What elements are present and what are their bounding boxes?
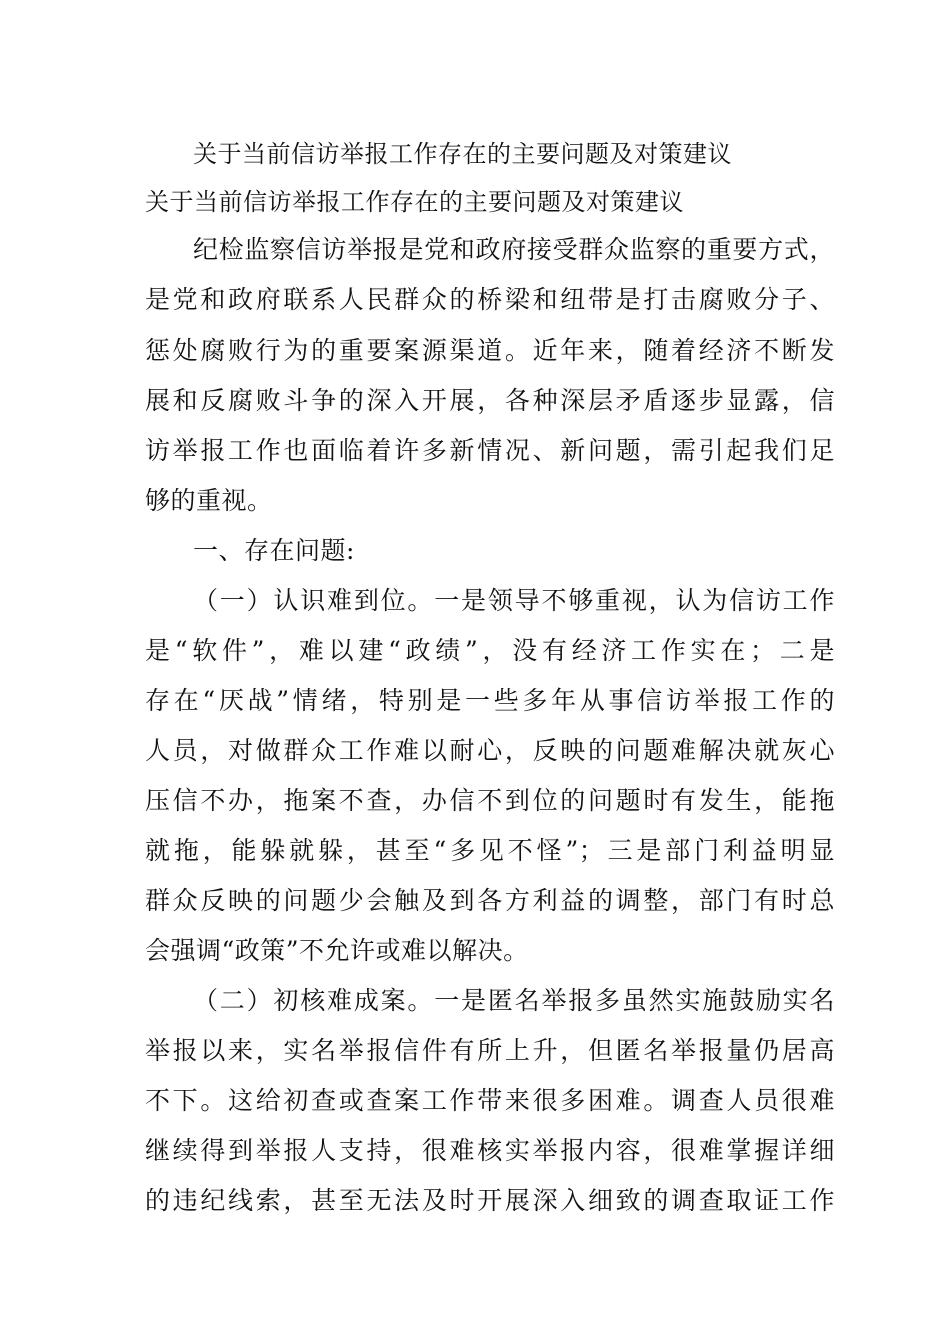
item1-line: 是“软件”，难以建“政绩”，没有经济工作实在；二是 [145,636,835,665]
intro-line: 纪检监察信访举报是党和政府接受群众监察的重要方式， [193,235,835,264]
item2-line: 继续得到举报人支持，很难核实举报内容，很难掌握详细 [145,1136,835,1165]
item1-line: 存在“厌战”情绪，特别是一些多年从事信访举报工作的 [145,686,835,715]
item1-line: 人员，对做群众工作难以耐心，反映的问题难解决就灰心 [145,736,835,765]
intro-line: 是党和政府联系人民群众的桥梁和纽带是打击腐败分子、 [145,285,835,314]
intro-line: 展和反腐败斗争的深入开展，各种深层矛盾逐步显露，信 [145,386,835,415]
item1-line: 会强调“政策”不允许或难以解决。 [145,936,529,965]
item1-line: 群众反映的问题少会触及到各方利益的调整，部门有时总 [145,886,835,915]
intro-line: 访举报工作也面临着许多新情况、新问题，需引起我们足 [145,436,835,465]
section-heading: 一、存在问题: [193,536,355,565]
item1-line: （一）认识难到位。一是领导不够重视，认为信访工作 [193,586,835,615]
item2-line: 的违纪线索，甚至无法及时开展深入细致的调查取证工作 [145,1186,835,1215]
item1-line: 就拖，能躲就躲，甚至“多见不怪”；三是部门利益明显 [145,836,835,865]
intro-line: 够的重视。 [145,486,273,515]
document-title-left: 关于当前信访举报工作存在的主要问题及对策建议 [145,188,684,216]
item1-line: 压信不办，拖案不查，办信不到位的问题时有发生，能拖 [145,786,835,815]
item2-line: 举报以来，实名举报信件有所上升，但匿名举报量仍居高 [145,1036,835,1065]
item2-line: 不下。这给初查或查案工作带来很多困难。调查人员很难 [145,1086,835,1115]
item2-line: （二）初核难成案。一是匿名举报多虽然实施鼓励实名 [193,986,835,1015]
document-title-centered: 关于当前信访举报工作存在的主要问题及对策建议 [193,140,732,168]
intro-line: 惩处腐败行为的重要案源渠道。近年来，随着经济不断发 [145,336,835,365]
